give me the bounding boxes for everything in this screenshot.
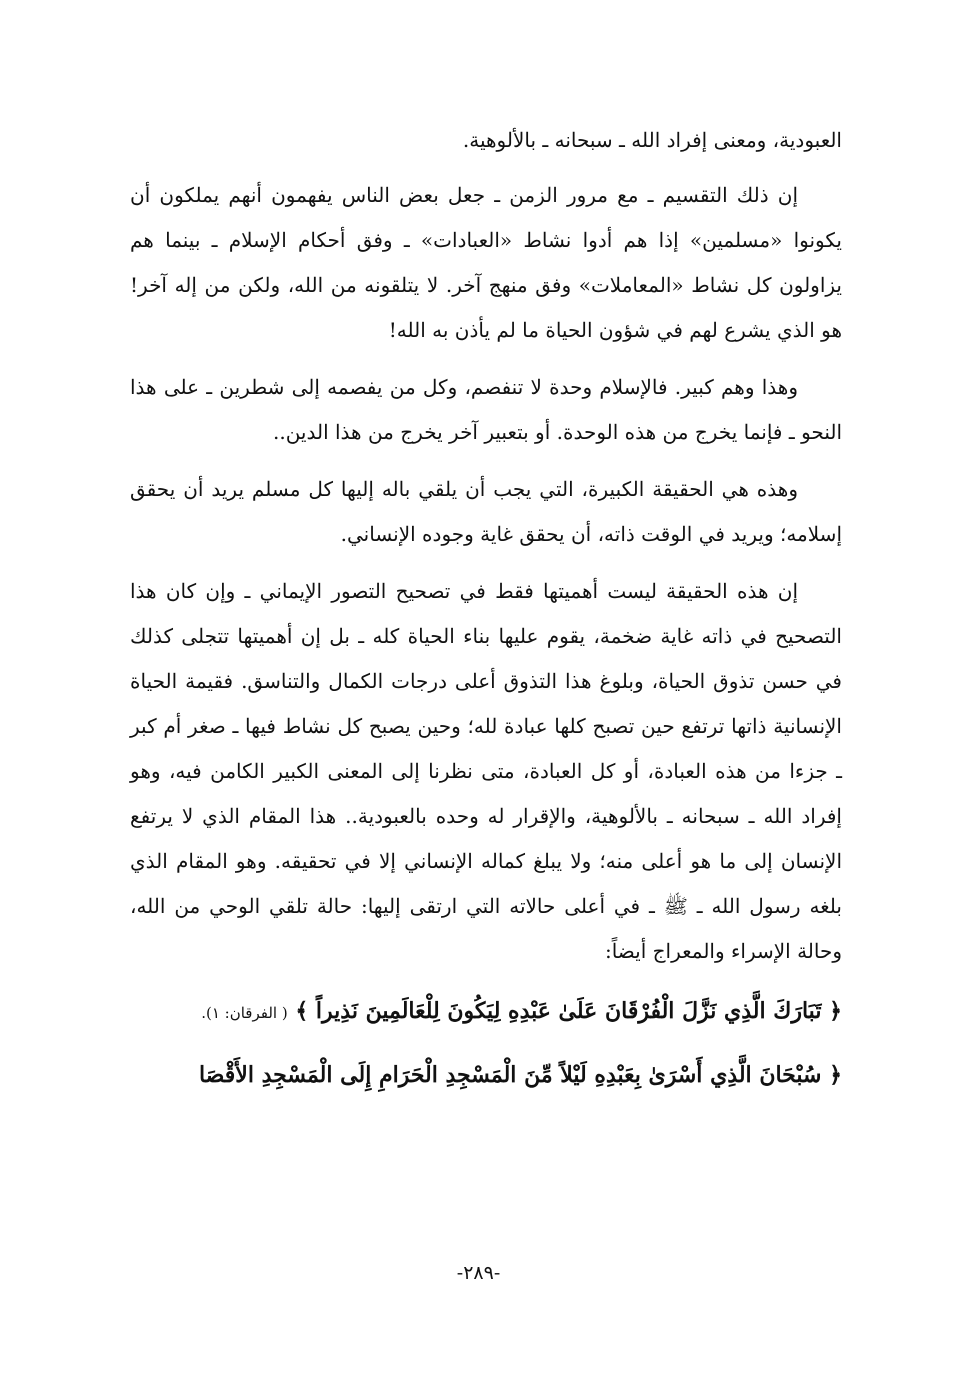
paragraph: وهذه هي الحقيقة الكبيرة، التي يجب أن يلقي باله إليها كل مسلم يريد أن يحقق إسلامه؛ ويريد في الوقت ذاته، أن يحقق غاية وجوده الإنساني.	[130, 477, 842, 546]
paragraph: إن هذه الحقيقة ليست أهميتها فقط في تصحيح التصور الإيماني ـ وإن كان هذا التصحيح في ذاته غاية ضخمة، يقوم عليها بناء الحياة كله ـ بل إن أهميتها تتجلى كذلك في حسن تذوق الحياة، وبلوغ هذا التذوق أعلى درجات الكمال والتناسق. فقيمة الحياة الإنسانية ذاتها ترتفع حين تصبح كلها عبادة لله؛ وحين يصبح كل نشاط فيها ـ صغر أم كبر ـ جزءا من هذه العبادة، أو كل العبادة، متى نظرنا إلى المعنى الكبير الكامن فيه، وهو إفراد الله ـ سبحانه ـ بالألوهية، والإقرار له وحده بالعبودية.. هذا المقام الذي لا يرتفع الإنسان إلى ما هو أعلى منه؛ ولا يبلغ كماله الإنساني إلا في تحقيقه. وهو المقام الذي بلغه رسول الله ـ ﷺ ـ في أعلى حالاته التي ارتقى إليها: حالة تلقي الوحي من الله، وحالة الإسراء والمعراج أيضاً:	[130, 579, 842, 963]
verse-reference: ( الفرقان: ١).	[201, 1004, 288, 1022]
page-number: -٢٨٩-	[456, 1262, 501, 1284]
verse-text: ﴿ تَبَارَكَ الَّذِي نَزَّلَ الْفُرْقَانَ عَلَىٰ عَبْدِهِ لِيَكُونَ لِلْعَالَمِينَ نَذِيراً ﴾	[295, 998, 842, 1024]
paragraph: وهذا وهم كبير. فالإسلام وحدة لا تنفصم، وكل من يفصمه إلى شطرين ـ على هذا النحو ـ فإنما يخرج من هذه الوحدة. أو بتعبير آخر يخرج من هذا الدين..	[130, 375, 842, 444]
quran-verse	[130, 986, 842, 1038]
paragraph-continuation: العبودية، ومعنى إفراد الله ـ سبحانه ـ بالألوهية.	[462, 128, 842, 152]
quran-verse	[130, 1050, 842, 1100]
verse-text: ﴿ سُبْحَانَ الَّذِي أَسْرَىٰ بِعَبْدِهِ لَيْلاً مِّنَ الْمَسْجِدِ الْحَرَامِ إِلَى الْمَسْجِدِ الأَقْصَا	[198, 1062, 842, 1088]
paragraph: إن ذلك التقسيم ـ مع مرور الزمن ـ جعل بعض الناس يفهمون أنهم يملكون أن يكونوا «مسلمين» إذا هم أدوا نشاط «العبادات» ـ وفق أحكام الإسلام ـ بينما هم يزاولون كل نشاط «المعاملات» وفق منهج آخر. لا يتلقونه من الله، ولكن من إله آخر! هو الذي يشرع لهم في شؤون الحياة ما لم يأذن به الله!	[130, 183, 842, 342]
text-column	[130, 118, 842, 1100]
